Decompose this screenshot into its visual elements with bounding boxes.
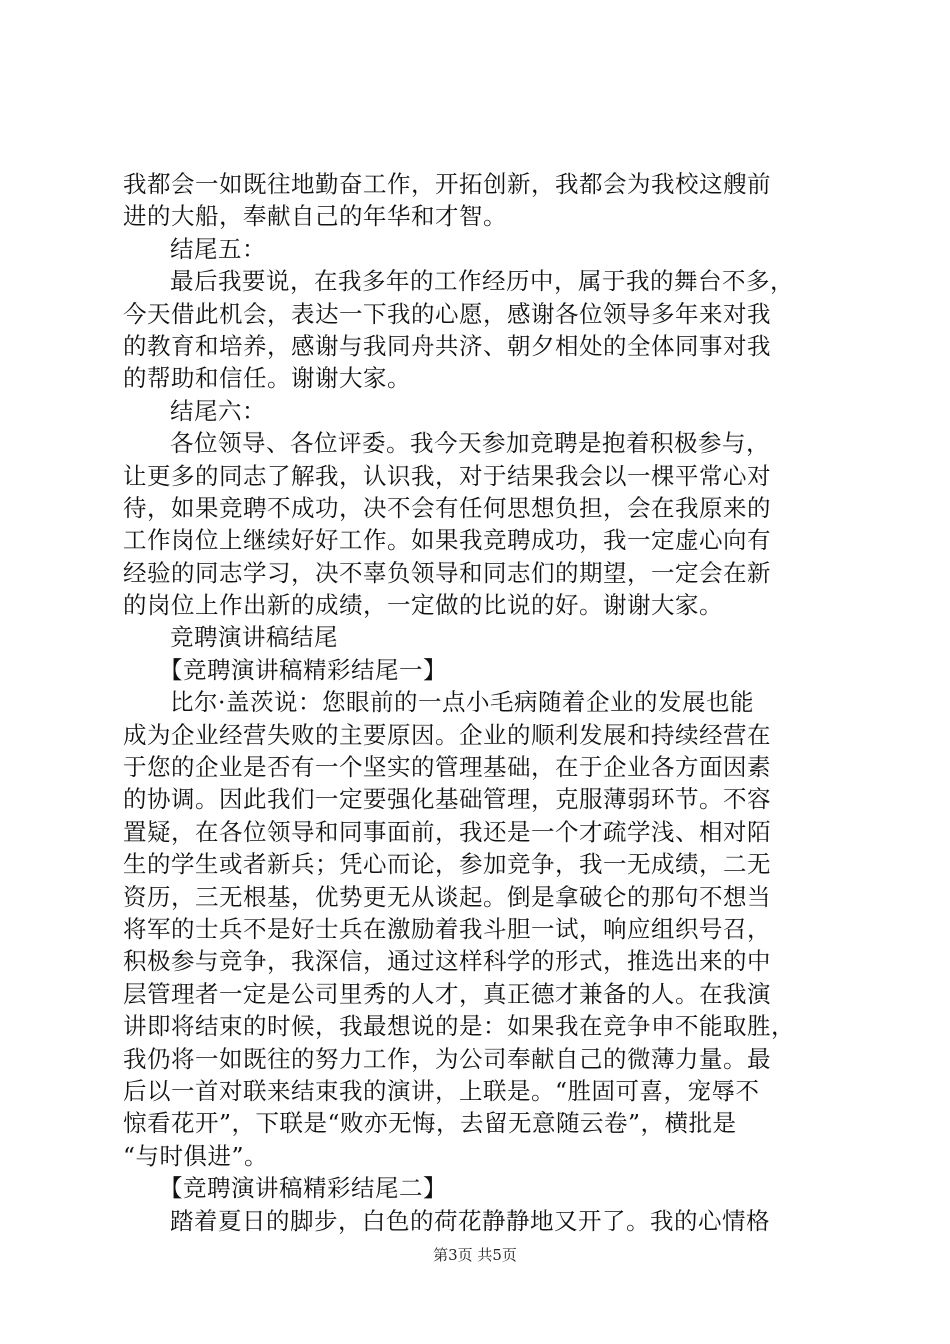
text-line: 的教育和培养，感谢与我同舟共济、朝夕相处的全体同事对我 xyxy=(123,331,771,360)
text-line: 的协调。因此我们一定要强化基础管理，克服薄弱环节。不容 xyxy=(123,785,771,814)
text-line: “与时俱进”。 xyxy=(123,1141,269,1170)
text-line: 【竞聘演讲稿精彩结尾一】 xyxy=(159,655,447,684)
text-line: 踏着夏日的脚步，白色的荷花静静地又开了。我的心情格 xyxy=(170,1206,770,1235)
text-line: 置疑，在各位领导和同事面前，我还是一个才疏学浅、相对陌 xyxy=(123,817,771,846)
text-line: 结尾六： xyxy=(170,396,266,425)
text-line: 我都会一如既往地勤奋工作，开拓创新，我都会为我校这艘前 xyxy=(123,170,771,198)
text-line: 惊看花开”，下联是“败亦无悔，去留无意随云卷”，横批是 xyxy=(123,1109,737,1138)
text-line: 工作岗位上继续好好工作。如果我竞聘成功，我一定虚心向有 xyxy=(123,526,771,555)
text-line: 让更多的同志了解我，认识我，对于结果我会以一棵平常心对 xyxy=(123,461,771,490)
text-line: 各位领导、各位评委。我今天参加竞聘是抱着积极参与， xyxy=(170,429,770,458)
text-line: 的岗位上作出新的成绩，一定做的比说的好。谢谢大家。 xyxy=(123,591,723,620)
page-footer: 第3页 共5页 xyxy=(433,1246,517,1264)
text-line: 讲即将结束的时候，我最想说的是：如果我在竞争申不能取胜， xyxy=(123,1012,795,1041)
text-line: 【竞聘演讲稿精彩结尾二】 xyxy=(159,1174,447,1203)
text-line: 进的大船，奉献自己的年华和才智。 xyxy=(123,202,507,231)
text-line: 资历，三无根基，优势更无从谈起。倒是拿破仑的那句不想当 xyxy=(123,882,771,911)
text-line: 经验的同志学习，决不辜负领导和同志们的期望，一定会在新 xyxy=(123,558,771,587)
text-line: 竞聘演讲稿结尾 xyxy=(170,623,338,652)
text-line: 结尾五： xyxy=(170,234,266,263)
text-line: 生的学生或者新兵；凭心而论，参加竞争，我一无成绩，二无 xyxy=(123,850,771,879)
text-line: 层管理者一定是公司里秀的人才，真正德才兼备的人。在我演 xyxy=(123,979,771,1008)
text-line: 比尔·盖茨说：您眼前的一点小毛病随着企业的发展也能 xyxy=(170,688,754,717)
text-line: 最后我要说，在我多年的工作经历中，属于我的舞台不多， xyxy=(170,267,794,296)
document-body xyxy=(123,168,835,1237)
text-line: 将军的士兵不是好士兵在激励着我斗胆一试，响应组织号召， xyxy=(123,914,771,943)
text-line: 待，如果竞聘不成功，决不会有任何思想负担，会在我原来的 xyxy=(123,493,771,522)
text-line: 的帮助和信任。谢谢大家。 xyxy=(123,364,411,393)
text-line: 我仍将一如既往的努力工作，为公司奉献自己的微薄力量。最 xyxy=(123,1044,771,1073)
text-line: 今天借此机会，表达一下我的心愿，感谢各位领导多年来对我 xyxy=(123,299,771,328)
text-line: 积极参与竞争，我深信，通过这样科学的形式，推选出来的中 xyxy=(123,947,771,976)
text-line: 成为企业经营失败的主要原因。企业的顺利发展和持续经营在 xyxy=(123,720,771,749)
text-line: 后以一首对联来结束我的演讲，上联是。“胜固可喜，宠辱不 xyxy=(123,1076,760,1105)
text-line: 于您的企业是否有一个坚实的管理基础，在于企业各方面因素 xyxy=(123,753,771,782)
